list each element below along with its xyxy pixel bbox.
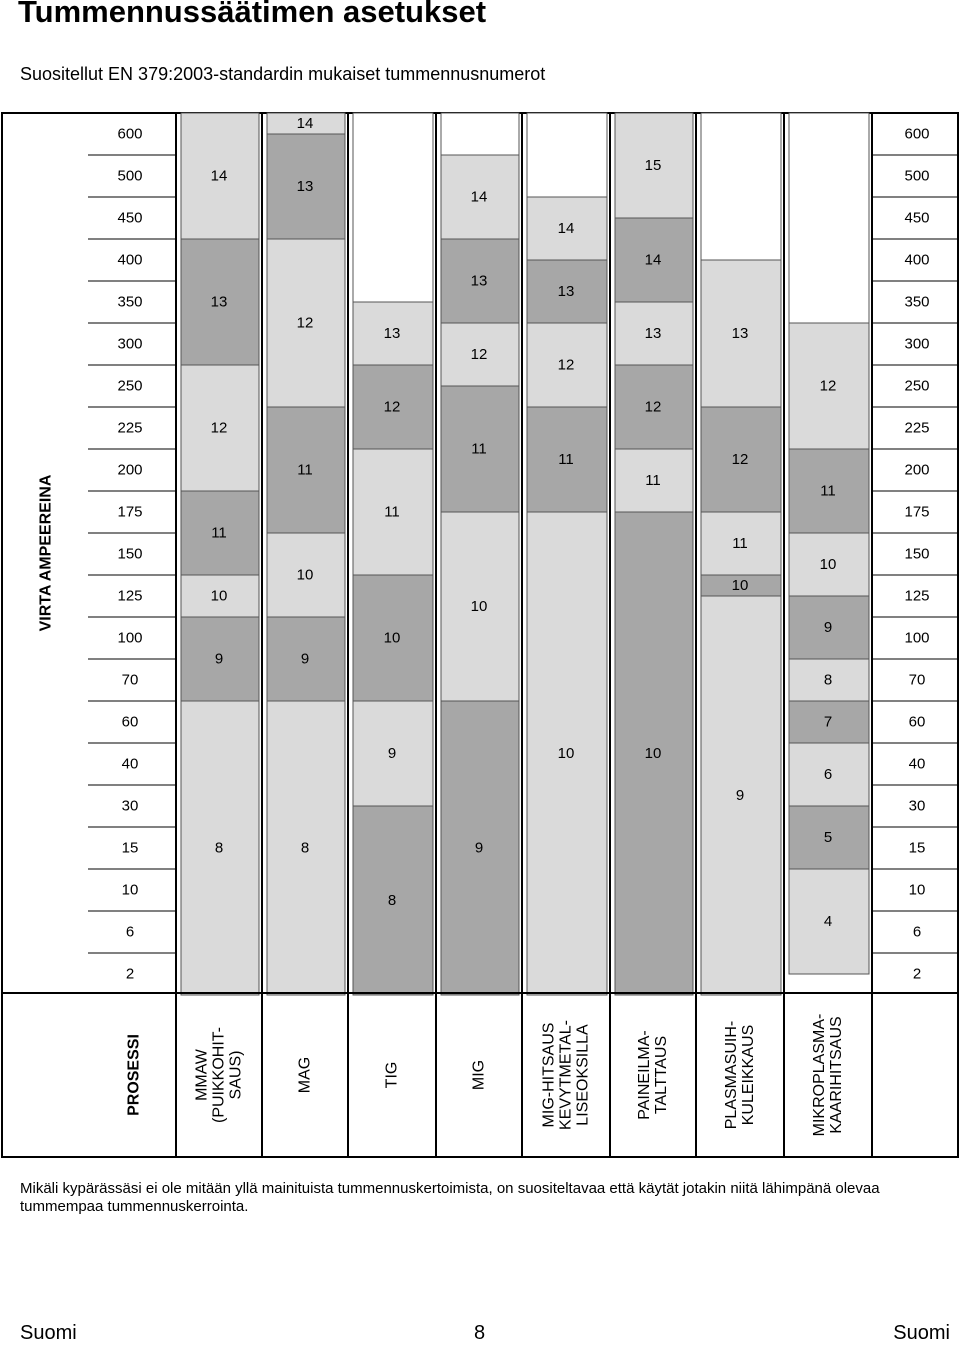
shade-label-1-8: 8: [214, 839, 224, 857]
shade-label-3-7: 8: [387, 892, 397, 909]
shade-label-5-4: 12: [557, 356, 575, 374]
shade-label-7-4: 11: [732, 535, 748, 552]
current-right-250: 250: [904, 377, 930, 395]
shade-label-7-5: 10: [731, 577, 749, 594]
current-right-200: 200: [904, 461, 930, 479]
page-subtitle: Suositellut EN 379:2003-standardin mukaiset tummennusnumerot: [20, 64, 546, 84]
shade-label-6-2: 14: [644, 251, 662, 269]
current-right-450: 450: [904, 209, 930, 227]
current-right-70: 70: [908, 671, 926, 689]
current-right-2: 2: [912, 965, 922, 983]
shade-label-8-4: 10: [819, 556, 837, 573]
shade-label-3-2: 13: [383, 325, 401, 342]
footer-language-left: Suomi: [20, 1322, 77, 1344]
shade-label-6-6: 10: [644, 745, 662, 762]
process-name-1-line-1: MMAW: [193, 1049, 211, 1101]
shade-band-7-1: [701, 113, 781, 260]
current-left-450: 450: [117, 209, 143, 227]
shade-band-8-1: [789, 113, 869, 323]
footnote: Mikäli kypärässäsi ei ole mitään yllä mainituista tummennuskertoimista, on suositeltavaa että käytät jotakin niitä lähimpänä olevaa tummempaa tummennuskerrointa.: [20, 1180, 880, 1215]
shade-label-2-1: 14: [296, 115, 314, 132]
shade-label-1-2: 14: [210, 167, 228, 185]
shade-label-4-2: 14: [470, 188, 488, 206]
current-left-30: 30: [121, 797, 139, 815]
shade-label-1-4: 12: [210, 419, 228, 437]
shade-label-5-6: 10: [557, 745, 575, 762]
shade-label-1-5: 11: [211, 524, 227, 542]
current-right-60: 60: [908, 713, 926, 731]
current-right-350: 350: [904, 293, 930, 311]
process-name-5-line-3: LISEOKSILLA: [574, 1024, 592, 1126]
current-left-200: 200: [117, 461, 143, 479]
axis-label-current: VIRTA AMPEEREINA: [37, 474, 55, 632]
shade-band-3-1: [353, 113, 433, 302]
current-right-300: 300: [904, 335, 930, 353]
process-name-7-line-1: PLASMASUIH-: [723, 1020, 740, 1130]
footer-language-right: Suomi: [893, 1322, 950, 1344]
current-left-250: 250: [117, 377, 143, 395]
process-name-8-line-2: KAARIHITSAUS: [828, 1016, 845, 1134]
shade-label-6-1: 15: [644, 157, 662, 174]
current-right-100: 100: [904, 629, 930, 647]
process-name-7-line-2: KULEIKKAUS: [740, 1024, 757, 1126]
current-right-500: 500: [904, 167, 930, 185]
current-right-225: 225: [904, 419, 930, 437]
current-left-6: 6: [125, 923, 135, 941]
shade-label-4-4: 12: [470, 346, 488, 363]
current-left-175: 175: [117, 503, 143, 521]
process-name-5-line-1: MIG-HITSAUS: [540, 1022, 558, 1128]
current-right-125: 125: [904, 587, 930, 605]
shade-label-8-6: 8: [823, 671, 833, 689]
current-right-600: 600: [904, 125, 930, 143]
current-left-10: 10: [121, 881, 139, 899]
shade-label-3-3: 12: [383, 398, 401, 416]
current-right-6: 6: [912, 923, 922, 941]
shade-label-2-3: 12: [296, 314, 314, 332]
current-left-350: 350: [117, 293, 143, 311]
shade-label-8-10: 4: [823, 913, 833, 930]
process-name-3-line-1: TIG: [383, 1061, 401, 1089]
shade-label-8-3: 11: [820, 482, 836, 500]
current-left-600: 600: [117, 125, 143, 143]
shade-label-2-7: 8: [300, 839, 310, 857]
footer-page-number: 8: [474, 1322, 486, 1344]
shade-band-5-1: [527, 113, 607, 197]
shade-label-4-7: 9: [474, 839, 484, 857]
process-name-1-line-2: (PUIKKOHIT-: [210, 1026, 228, 1124]
shade-label-7-2: 13: [731, 325, 749, 342]
shade-label-5-3: 13: [557, 283, 575, 300]
page-title: Tummennussäätimen asetukset: [18, 0, 487, 29]
shade-label-8-9: 5: [823, 829, 833, 846]
process-name-8-line-1: MIKROPLASMA-: [811, 1013, 828, 1137]
shade-label-8-5: 9: [823, 619, 833, 636]
shade-label-1-7: 9: [214, 650, 224, 668]
process-name-4-line-1: MIG: [470, 1059, 488, 1091]
shade-label-2-2: 13: [296, 178, 314, 195]
shade-label-5-5: 11: [558, 451, 574, 468]
current-left-2: 2: [125, 965, 135, 983]
shade-label-3-6: 9: [387, 745, 397, 762]
shade-label-2-5: 10: [296, 566, 314, 584]
current-right-10: 10: [908, 881, 926, 899]
process-name-2-line-1: MAG: [296, 1056, 314, 1094]
shade-label-8-8: 6: [823, 766, 833, 783]
process-name-6-line-1: PAINEILMA-: [636, 1030, 653, 1120]
shade-label-4-3: 13: [470, 272, 488, 290]
current-left-225: 225: [117, 419, 143, 437]
shade-band-4-1: [441, 113, 519, 155]
process-name-6-line-2: TALTTAUS: [653, 1035, 670, 1115]
current-left-40: 40: [121, 755, 139, 773]
current-left-300: 300: [117, 335, 143, 353]
shade-label-4-5: 11: [471, 440, 487, 458]
shade-label-5-2: 14: [557, 220, 575, 237]
shade-label-3-4: 11: [384, 503, 400, 521]
shade-label-3-5: 10: [383, 629, 401, 647]
current-right-30: 30: [908, 797, 926, 815]
current-left-150: 150: [117, 545, 143, 563]
shade-label-6-4: 12: [644, 398, 662, 416]
shade-label-2-6: 9: [300, 650, 310, 668]
current-right-400: 400: [904, 251, 930, 269]
current-right-175: 175: [904, 503, 930, 521]
shade-label-6-3: 13: [644, 325, 662, 342]
process-name-5-line-2: KEVYTMETAL-: [557, 1020, 575, 1130]
process-header-label: PROSESSI: [125, 1034, 143, 1116]
current-left-400: 400: [117, 251, 143, 269]
current-right-150: 150: [904, 545, 930, 563]
shade-label-6-5: 11: [645, 472, 661, 489]
process-name-1-line-3: SAUS): [227, 1050, 245, 1100]
shade-label-4-6: 10: [470, 598, 488, 615]
shade-label-7-3: 12: [731, 451, 749, 468]
shade-label-1-6: 10: [210, 587, 228, 605]
shade-label-2-4: 11: [297, 461, 313, 479]
shade-label-1-3: 13: [210, 293, 228, 311]
current-left-70: 70: [121, 671, 139, 689]
shade-label-8-2: 12: [819, 377, 837, 395]
shade-label-8-7: 7: [823, 713, 833, 731]
current-right-40: 40: [908, 755, 926, 773]
current-left-125: 125: [117, 587, 143, 605]
current-left-500: 500: [117, 167, 143, 185]
current-right-15: 15: [908, 839, 926, 857]
current-left-60: 60: [121, 713, 139, 731]
current-left-100: 100: [117, 629, 143, 647]
current-left-15: 15: [121, 839, 139, 857]
shade-label-7-6: 9: [735, 787, 745, 804]
